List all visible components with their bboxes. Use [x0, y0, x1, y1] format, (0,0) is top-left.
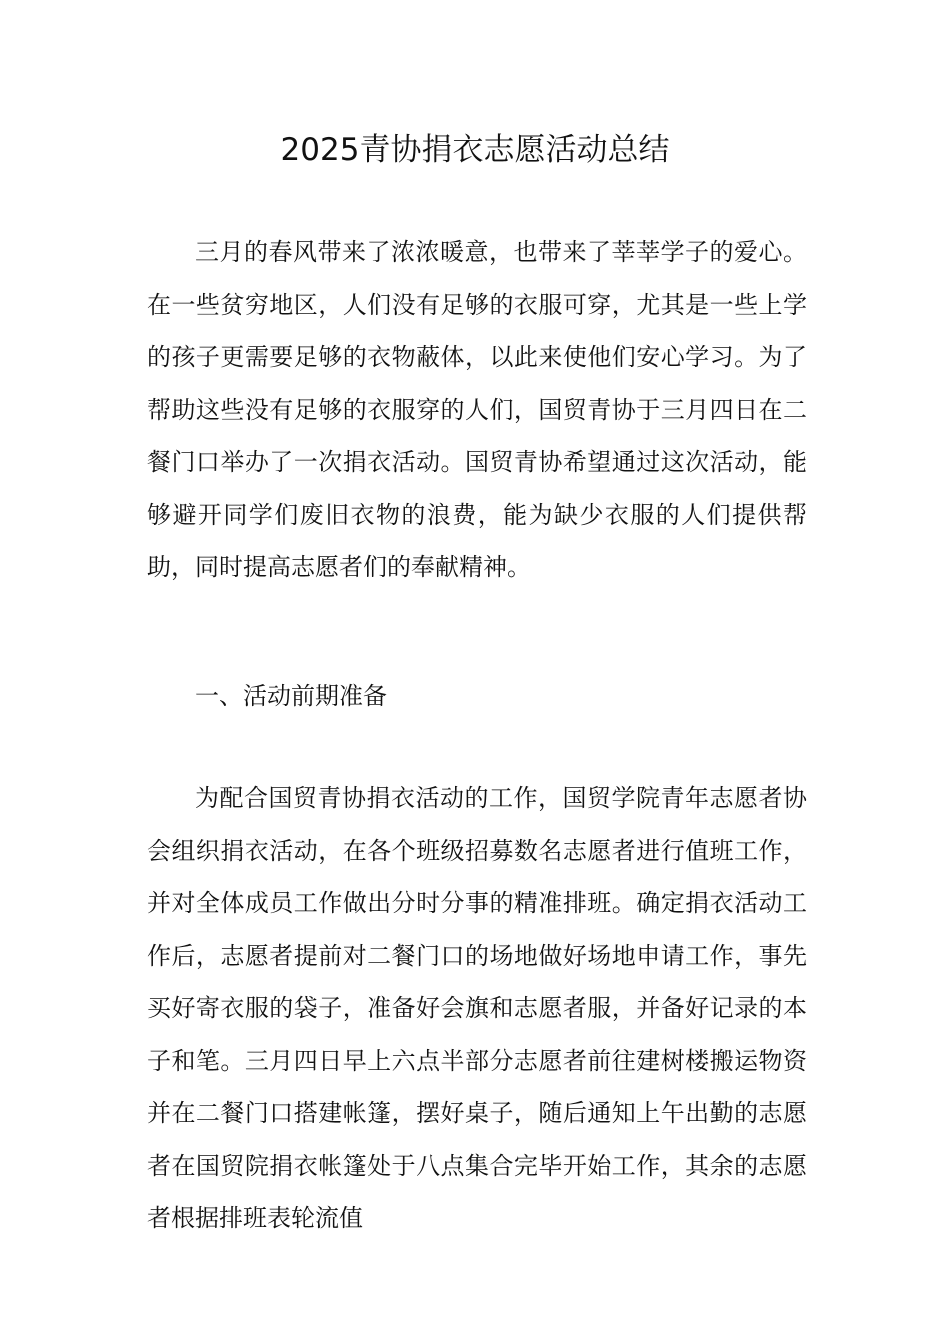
preparation-paragraph: 为配合国贸青协捐衣活动的工作，国贸学院青年志愿者协会组织捐衣活动，在各个班级招募数名志愿者进行值班工作，并对全体成员工作做出分时分事的精准排班。确定捐衣活动工作后，志愿者提前对二餐门口的场地做好场地申请工作，事先买好寄衣服的袋子，准备好会旗和志愿者服，并备好记录的本子和笔。三月四日早上六点半部分志愿者前往建树楼搬运物资并在二餐门口搭建帐篷，摆好桌子，随后通知上午出勤的志愿者在国贸院捐衣帐篷处于八点集合完毕开始工作，其余的志愿者根据排班表轮流值: [147, 784, 807, 1232]
intro-paragraph: 三月的春风带来了浓浓暖意，也带来了莘莘学子的爱心。在一些贫穷地区，人们没有足够的衣服可穿，尤其是一些上学的孩子更需要足够的衣物蔽体，以此来使他们安心学习。为了帮助这些没有足够的衣服穿的人们，国贸青协于三月四日在二餐门口举办了一次捐衣活动。国贸青协希望通过这次活动，能够避开同学们废旧衣物的浪费，能为缺少衣服的人们提供帮助，同时提高志愿者们的奉献精神。: [147, 238, 807, 581]
section-heading: 一、活动前期准备: [195, 682, 387, 710]
document-title: 2025青协捐衣志愿活动总结: [280, 132, 670, 168]
